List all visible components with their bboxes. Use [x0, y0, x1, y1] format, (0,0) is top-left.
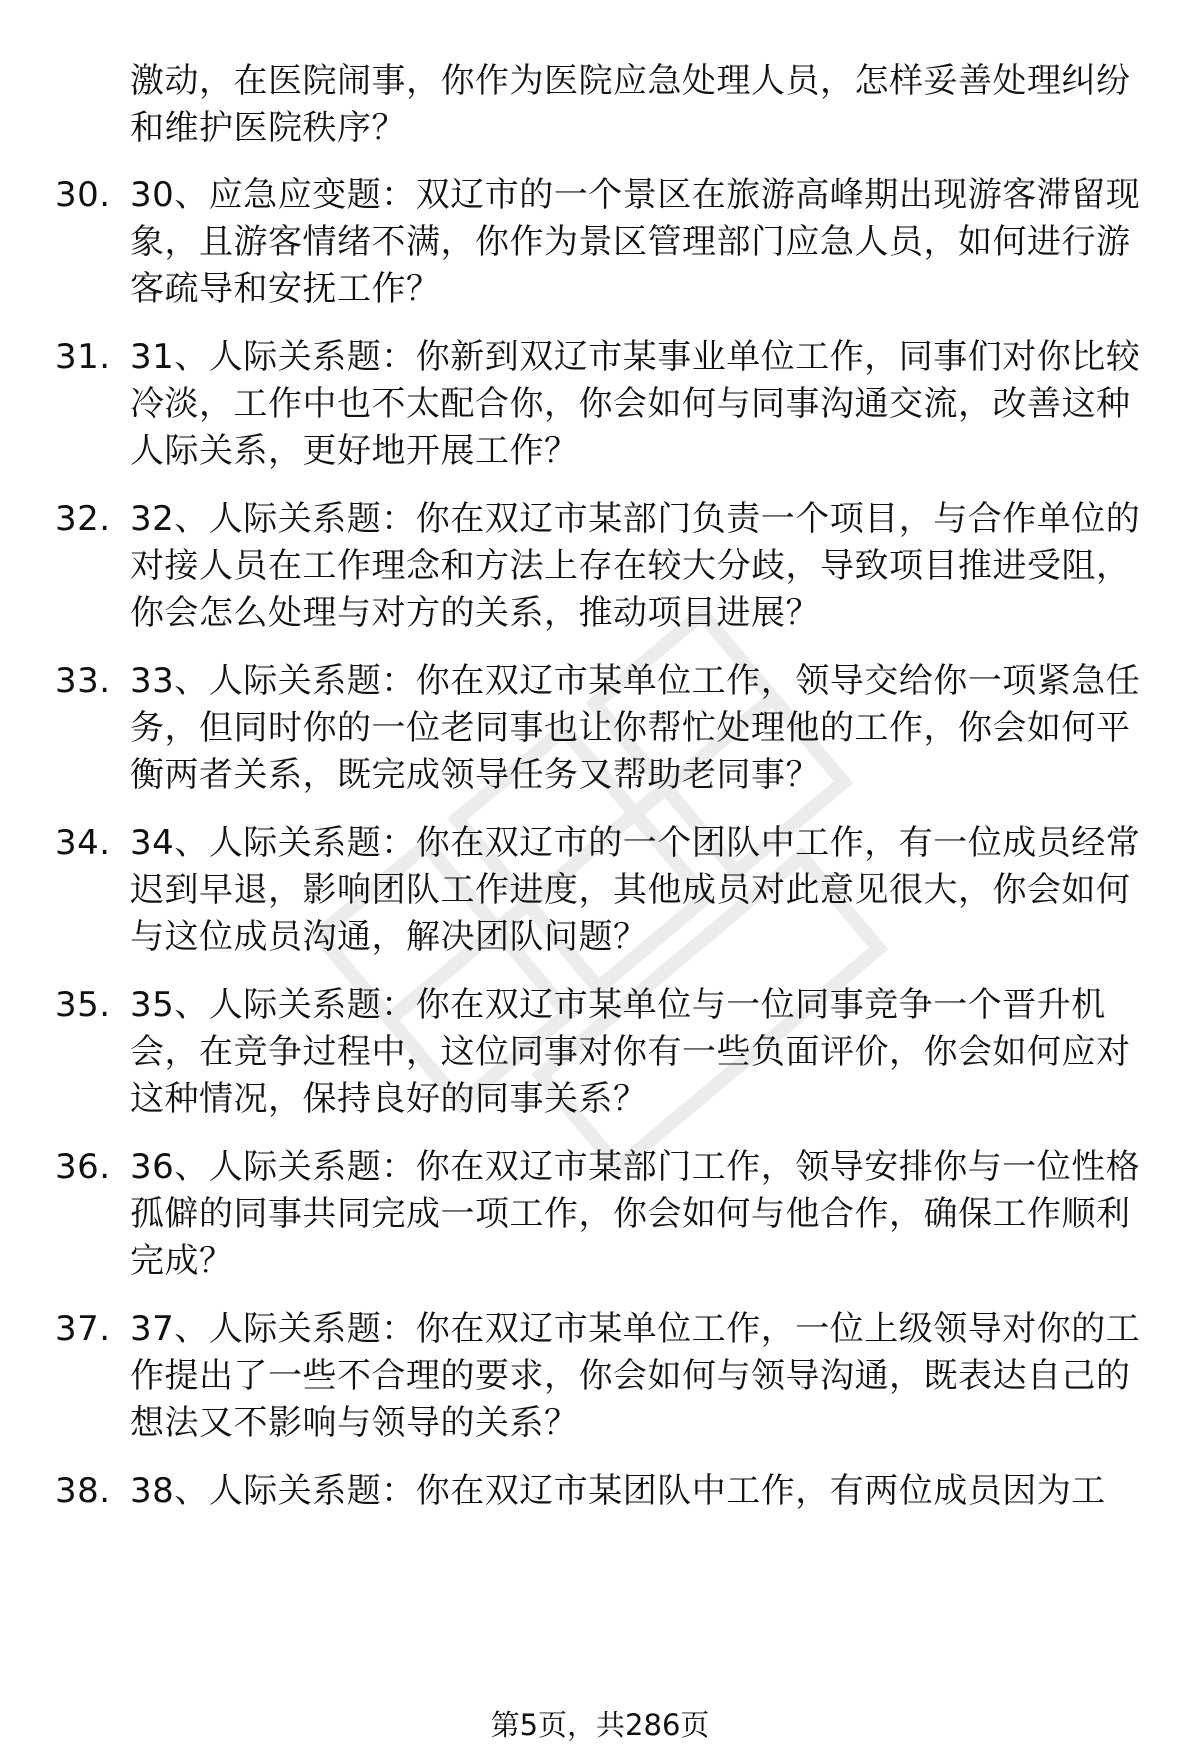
item-number: 35. [55, 985, 111, 1025]
continued-paragraph: 激动，在医院闹事，你作为医院应急处理人员，怎样妥善处理纠纷和维护医院秩序？ [130, 61, 1131, 148]
item-number: 30. [55, 175, 111, 215]
item-text: 36、人际关系题：你在双辽市某部门工作，领导安排你与一位性格孤僻的同事共同完成一项工作，你会如何与他合作，确保工作顺利完成？ [130, 1147, 1141, 1281]
item-text: 34、人际关系题：你在双辽市的一个团队中工作，有一位成员经常迟到早退，影响团队工作进度，其他成员对此意见很大，你会如何与这位成员沟通，解决团队问题？ [130, 823, 1141, 957]
item-text: 30、应急应变题：双辽市的一个景区在旅游高峰期出现游客滞留现象，且游客情绪不满，你作为景区管理部门应急人员，如何进行游客疏导和安抚工作？ [130, 175, 1141, 309]
item-number: 32. [55, 499, 111, 539]
item-text: 35、人际关系题：你在双辽市某单位与一位同事竞争一个晋升机会，在竞争过程中，这位同事对你有一些负面评价，你会如何应对这种情况，保持良好的同事关系？ [130, 985, 1131, 1119]
item-number: 34. [55, 823, 111, 863]
item-text: 31、人际关系题：你新到双辽市某事业单位工作，同事们对你比较冷淡，工作中也不太配合你，你会如何与同事沟通交流，改善这种人际关系，更好地开展工作？ [130, 337, 1141, 471]
item-number: 33. [55, 661, 111, 701]
item-text: 38、人际关系题：你在双辽市某团队中工作，有两位成员因为工 [130, 1471, 1106, 1511]
item-number: 38. [55, 1471, 111, 1511]
item-number: 36. [55, 1147, 111, 1187]
item-text: 33、人际关系题：你在双辽市某单位工作，领导交给你一项紧急任务，但同时你的一位老同事也让你帮忙处理他的工作，你会如何平衡两者关系，既完成领导任务又帮助老同事？ [130, 661, 1141, 795]
item-text: 37、人际关系题：你在双辽市某单位工作，一位上级领导对你的工作提出了一些不合理的要求，你会如何与领导沟通，既表达自己的想法又不影响与领导的关系？ [130, 1309, 1141, 1443]
item-number: 37. [55, 1309, 111, 1349]
item-number: 31. [55, 337, 111, 377]
page-footer: 第5页，共286页 [490, 1708, 710, 1742]
item-text: 32、人际关系题：你在双辽市某部门负责一个项目，与合作单位的对接人员在工作理念和方法上存在较大分歧，导致项目推进受阻，你会怎么处理与对方的关系，推动项目进展？ [130, 499, 1141, 633]
